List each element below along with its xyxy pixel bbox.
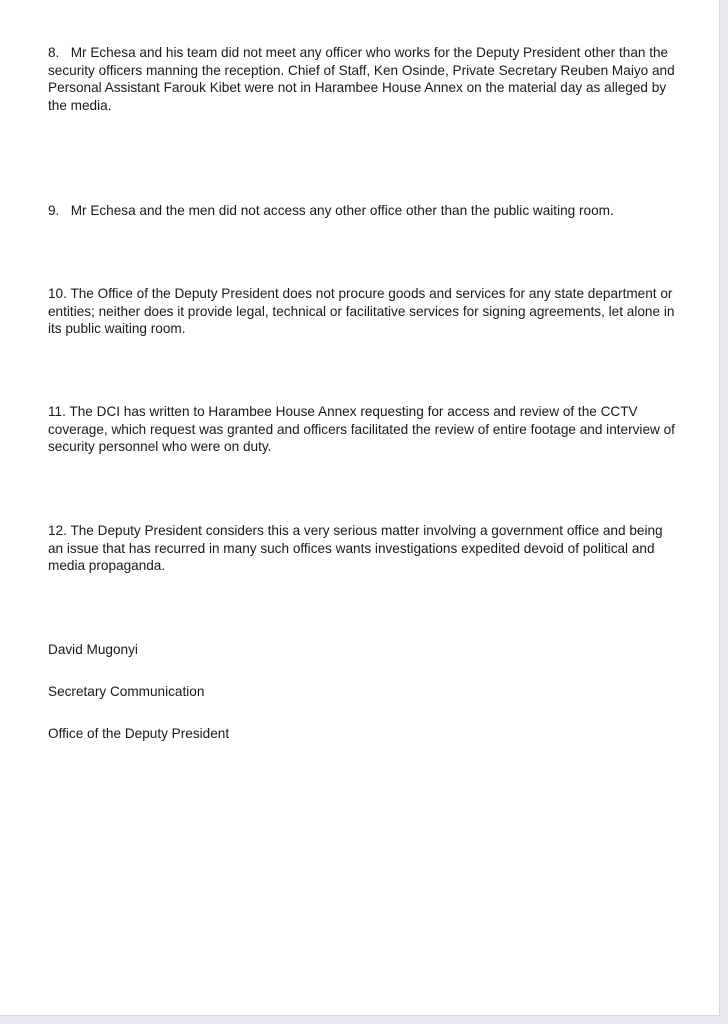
paragraph-text: The DCI has written to Harambee House Annex requesting for access and review of the CCTV coverage, which request was granted and officers facilitated the review of entire footage and interview of security personnel who were on duty. <box>48 404 675 455</box>
paragraph-text: The Deputy President considers this a very serious matter involving a government office and being an issue that has recurred in many such offices wants investigations expedited devoid of political and media propaganda. <box>48 523 663 574</box>
paragraph-number: 8. <box>48 45 60 60</box>
paragraph-number: 12. <box>48 523 67 538</box>
signatory-name: David Mugonyi <box>48 642 138 657</box>
paragraph-number: 11. <box>48 404 66 419</box>
paragraph-number: 9. <box>48 203 60 218</box>
signatory-title: Secretary Communication <box>48 684 205 699</box>
paragraph-text: The Office of the Deputy President does not procure goods and services for any state department or entities; neither does it provide legal, technical or facilitative services for signing agreements, let alone in its public waiting room. <box>48 286 675 337</box>
paragraph-9 <box>48 202 678 220</box>
paragraph-8 <box>48 44 678 114</box>
paragraph-text: Mr Echesa and his team did not meet any officer who works for the Deputy President other than the security officers manning the reception. Chief of Staff, Ken Osinde, Private Secretary Reuben Maiyo and Personal Assistant Farouk Kibet were not in Harambee House Annex on the material day as alleged by the media. <box>48 45 675 113</box>
paragraph-number: 10. <box>48 286 67 301</box>
signatory-office: Office of the Deputy President <box>48 726 230 741</box>
paragraph-text: Mr Echesa and the men did not access any other office other than the public waiting room. <box>70 203 614 218</box>
paragraph-11 <box>48 403 678 456</box>
paragraph-12 <box>48 522 678 575</box>
paragraph-10 <box>48 285 678 338</box>
